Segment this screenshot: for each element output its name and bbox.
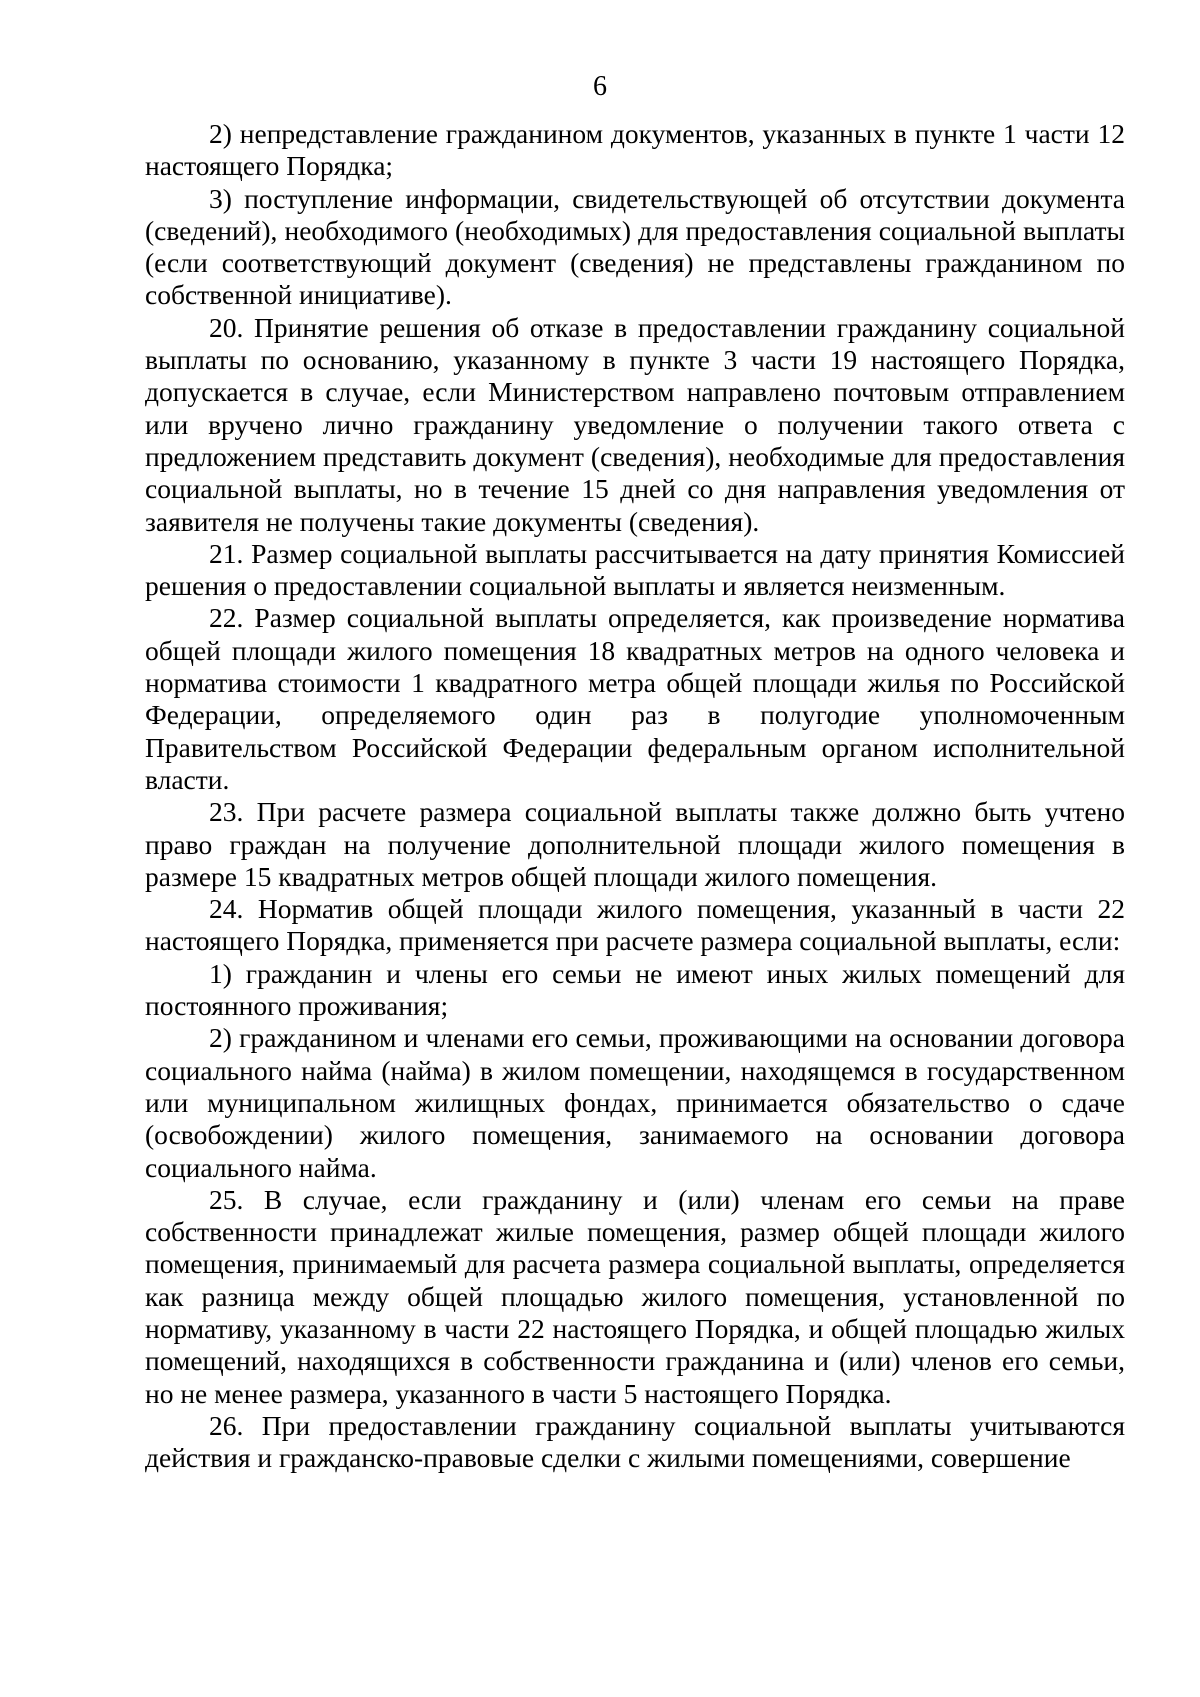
document-body: [145, 118, 1125, 1474]
paragraph-section-20: 20. Принятие решения об отказе в предоставлении гражданину социальной выплаты по основанию, указанному в пункте 3 части 19 настоящего Порядка, допускается в случае, если Министерством направлено почтовым отправлением или вручено лично гражданину уведомление о получении такого ответа с предложением представить документ (сведения), необходимые для предоставления социальной выплаты, но в течение 15 дней со дня направления уведомления от заявителя не получены такие документы (сведения).: [145, 311, 1125, 537]
paragraph-section-24-item-1: 1) гражданин и члены его семьи не имеют иных жилых помещений для постоянного проживания;: [145, 957, 1125, 1022]
paragraph-section-22: 22. Размер социальной выплаты определяется, как произведение норматива общей площади жилого помещения 18 квадратных метров на одного человека и норматива стоимости 1 квадратного метра общей площади жилья по Российской Федерации, определяемого один раз в полугодие уполномоченным Правительством Российской Федерации федеральным органом исполнительной власти.: [145, 602, 1125, 795]
paragraph-section-21: 21. Размер социальной выплаты рассчитывается на дату принятия Комиссией решения о предоставлении социальной выплаты и является неизменным.: [145, 537, 1125, 602]
paragraph-section-26: 26. При предоставлении гражданину социальной выплаты учитываются действия и гражданско-правовые сделки с жилыми помещениями, совершение: [145, 1409, 1125, 1474]
paragraph-item-3-missing-info: 3) поступление информации, свидетельствующей об отсутствии документа (сведений), необходимого (необходимых) для предоставления социальной выплаты (если соответствующий документ (сведения) не представлены гражданином по собственной инициативе).: [145, 182, 1125, 311]
paragraph-section-25: 25. В случае, если гражданину и (или) членам его семьи на праве собственности принадлежат жилые помещения, размер общей площади жилого помещения, принимаемый для расчета размера социальной выплаты, определяется как разница между общей площадью жилого помещения, установленной по нормативу, указанному в части 22 настоящего Порядка, и общей площадью жилых помещений, находящихся в собственности гражданина и (или) членов его семьи, но не менее размера, указанного в части 5 настоящего Порядка.: [145, 1183, 1125, 1409]
page-number: 6: [593, 71, 607, 102]
paragraph-section-24: 24. Норматив общей площади жилого помещения, указанный в части 22 настоящего Порядка, применяется при расчете размера социальной выплаты, если:: [145, 893, 1125, 957]
paragraph-section-23: 23. При расчете размера социальной выплаты также должно быть учтено право граждан на получение дополнительной площади жилого помещения в размере 15 квадратных метров общей площади жилого помещения.: [145, 796, 1125, 892]
paragraph-section-24-item-2: 2) гражданином и членами его семьи, проживающими на основании договора социального найма (найма) в жилом помещении, находящемся в государственном или муниципальном жилищных фондах, принимается обязательство о сдаче (освобождении) жилого помещения, занимаемого на основании договора социального найма.: [145, 1022, 1125, 1183]
paragraph-item-2-non-submission: 2) непредставление гражданином документов, указанных в пункте 1 части 12 настоящего Порядка;: [145, 118, 1125, 182]
